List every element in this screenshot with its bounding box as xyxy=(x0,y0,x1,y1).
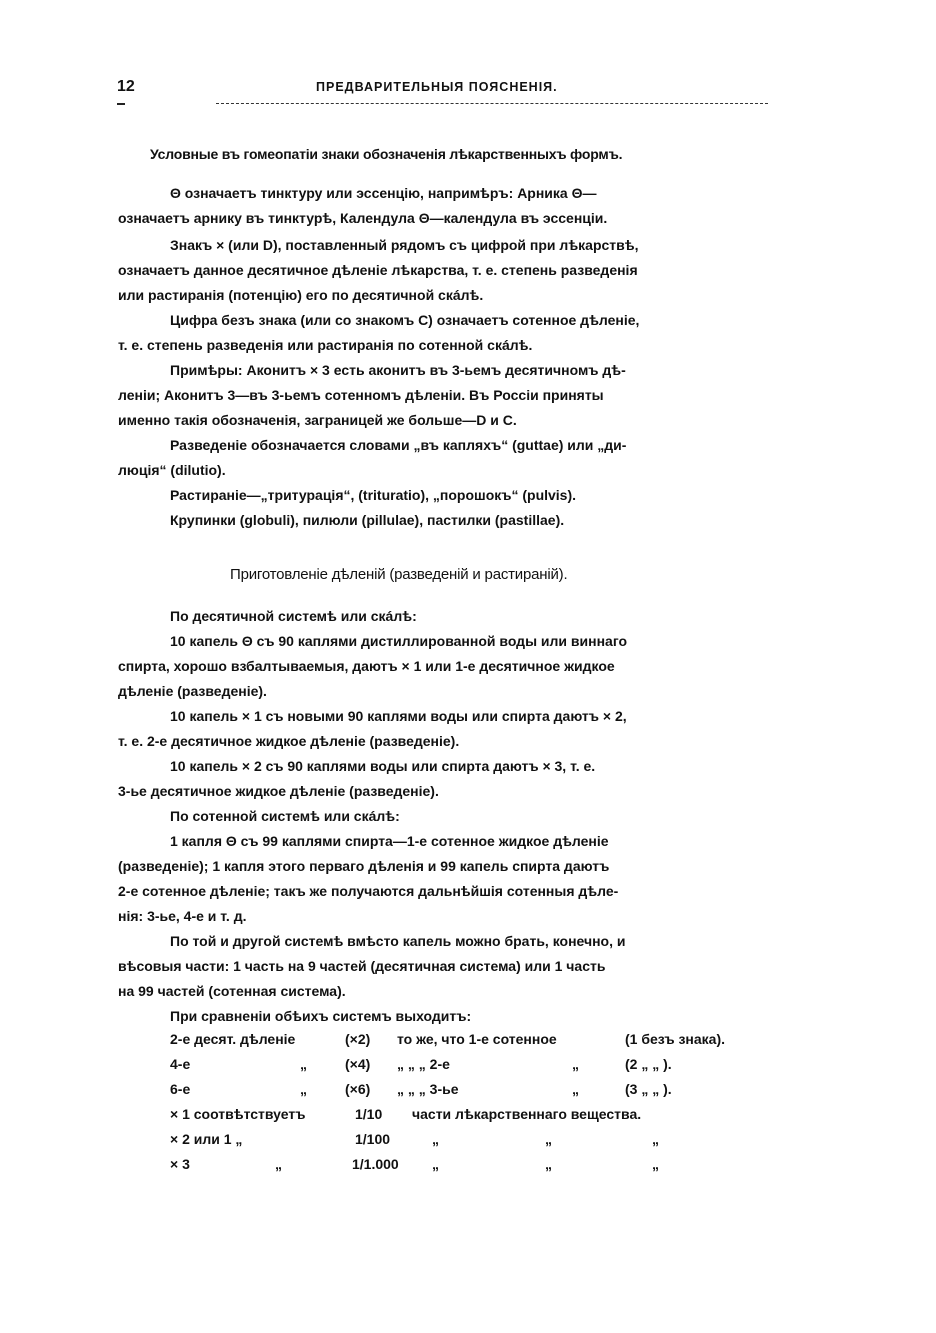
s1-line-0: Θ означаетъ тинктуру или эссенцію, напримѣръ: Арника Θ— xyxy=(170,185,597,201)
t2-r2-c2: 1/1.000 xyxy=(352,1156,399,1172)
s1-line-4: или растиранія (потенцію) его по десятичной скáлѣ. xyxy=(118,287,484,303)
t2-r1-c3: „ xyxy=(545,1131,552,1147)
t2-r0-c2: части лѣкарственнаго вещества. xyxy=(412,1106,642,1122)
t1-r1-c5: (2 „ „ ). xyxy=(625,1056,672,1072)
t2-r1-c0: × 2 или 1 „ xyxy=(170,1131,243,1147)
s2-line-4: 10 капель × 1 съ новыми 90 каплями воды или спирта даютъ × 2, xyxy=(170,708,627,724)
section2-title: Приготовленіе дѣленій (разведеній и растираній). xyxy=(230,566,568,583)
s1-line-3: означаетъ данное десятичное дѣленіе лѣкарства, т. е. степень разведенія xyxy=(118,262,638,278)
t2-r2-c4: „ xyxy=(545,1156,552,1172)
s2-line-5: т. е. 2-е десятичное жидкое дѣленіе (разведеніе). xyxy=(118,733,460,749)
page-number: 12 xyxy=(117,78,135,95)
t1-r0-c1: (×2) xyxy=(345,1031,371,1047)
s2-line-0: По десятичной системѣ или скáлѣ: xyxy=(170,608,417,624)
s2-line-11: 2-е сотенное дѣленіе; такъ же получаются дальнѣйшія сотенныя дѣле- xyxy=(118,883,619,899)
t1-r0-c2: то же, что 1-е сотенное xyxy=(397,1031,557,1047)
s2-line-1: 10 капель Θ съ 90 каплями дистиллированной воды или виннаго xyxy=(170,633,628,649)
t1-r2-c0: 6-е xyxy=(170,1081,191,1097)
t1-r1-c2: (×4) xyxy=(345,1056,371,1072)
s2-line-7: 3-ье десятичное жидкое дѣленіе (разведеніе). xyxy=(118,783,439,799)
t2-r2-c1: „ xyxy=(275,1156,282,1172)
s2-line-10: (разведеніе); 1 капля этого перваго дѣленія и 99 капель спирта даютъ xyxy=(118,858,610,874)
s1-line-12: Растираніе—„тритурація“, (trituratio), „порошокъ“ (pulvis). xyxy=(170,487,577,503)
s1-line-7: Примѣры: Аконитъ × 3 есть аконитъ въ 3-ьемъ десятичномъ дѣ- xyxy=(170,362,626,378)
s2-line-9: 1 капля Θ съ 99 каплями спирта—1-е сотенное жидкое дѣленіе xyxy=(170,833,609,849)
header-rule xyxy=(216,103,768,104)
t1-r1-c3: „ „ „ 2-е xyxy=(397,1056,450,1072)
s2-line-3: дѣленіе (разведеніе). xyxy=(118,683,267,699)
s2-line-6: 10 капель × 2 съ 90 каплями воды или спирта даютъ × 3, т. е. xyxy=(170,758,596,774)
t2-r2-c3: „ xyxy=(432,1156,439,1172)
s2-line-8: По сотенной системѣ или скáлѣ: xyxy=(170,808,400,824)
t2-r0-c1: 1/10 xyxy=(355,1106,383,1122)
s2-line-13: По той и другой системѣ вмѣсто капель можно брать, конечно, и xyxy=(170,933,626,949)
t1-r1-c4: „ xyxy=(572,1056,579,1072)
t2-r1-c4: „ xyxy=(652,1131,659,1147)
s2-line-14: вѣсовыя части: 1 часть на 9 частей (десятичная система) или 1 часть xyxy=(118,958,606,974)
t2-r1-c2: „ xyxy=(432,1131,439,1147)
s2-line-16: При сравненіи обѣихъ системъ выходитъ: xyxy=(170,1008,472,1024)
t1-r1-c1: „ xyxy=(300,1056,307,1072)
s1-line-10: Разведеніе обозначается словами „въ капляхъ“ (guttae) или „ди- xyxy=(170,437,627,453)
t1-r2-c3: „ „ „ 3-ье xyxy=(397,1081,459,1097)
s2-line-12: нія: 3-ье, 4-е и т. д. xyxy=(118,908,247,924)
s1-line-11: люція“ (dilutio). xyxy=(118,462,226,478)
s1-line-6: т. е. степень разведенія или растиранія по сотенной скáлѣ. xyxy=(118,337,533,353)
t2-r2-c5: „ xyxy=(652,1156,659,1172)
s1-line-9: именно такія обозначенія, заграницей же больше—D и С. xyxy=(118,412,517,428)
s1-line-8: леніи; Аконитъ 3—въ 3-ьемъ сотенномъ дѣленіи. Въ Россіи приняты xyxy=(118,387,604,403)
section1-title: Условные въ гомеопатіи знаки обозначенія лѣкарственныхъ формъ. xyxy=(150,146,623,162)
s2-line-15: на 99 частей (сотенная система). xyxy=(118,983,346,999)
t2-r2-c0: × 3 xyxy=(170,1156,190,1172)
s1-line-5: Цифра безъ знака (или со знакомъ С) означаетъ сотенное дѣленіе, xyxy=(170,312,640,328)
s1-line-2: Знакъ × (или D), поставленный рядомъ съ цифрой при лѣкарствѣ, xyxy=(170,237,639,253)
t1-r1-c0: 4-е xyxy=(170,1056,191,1072)
s1-line-1: означаетъ арнику въ тинктурѣ, Календула Θ—календула въ эссенціи. xyxy=(118,210,608,226)
t2-r0-c0: × 1 соотвѣтствуетъ xyxy=(170,1106,306,1122)
t1-r2-c4: „ xyxy=(572,1081,579,1097)
header-rule-left xyxy=(117,103,125,105)
running-title: ПРЕДВАРИТЕЛЬНЫЯ ПОЯСНЕНІЯ. xyxy=(316,80,558,94)
s2-line-2: спирта, хорошо взбалтываемыя, даютъ × 1 или 1-е десятичное жидкое xyxy=(118,658,615,674)
t1-r2-c1: „ xyxy=(300,1081,307,1097)
t1-r2-c2: (×6) xyxy=(345,1081,371,1097)
t1-r2-c5: (3 „ „ ). xyxy=(625,1081,672,1097)
t1-r0-c3: (1 безъ знака). xyxy=(625,1031,726,1047)
s1-line-13: Крупинки (globuli), пилюли (pillulae), пастилки (pastillae). xyxy=(170,512,565,528)
t1-r0-c0: 2-е десят. дѣленіе xyxy=(170,1031,296,1047)
t2-r1-c1: 1/100 xyxy=(355,1131,391,1147)
